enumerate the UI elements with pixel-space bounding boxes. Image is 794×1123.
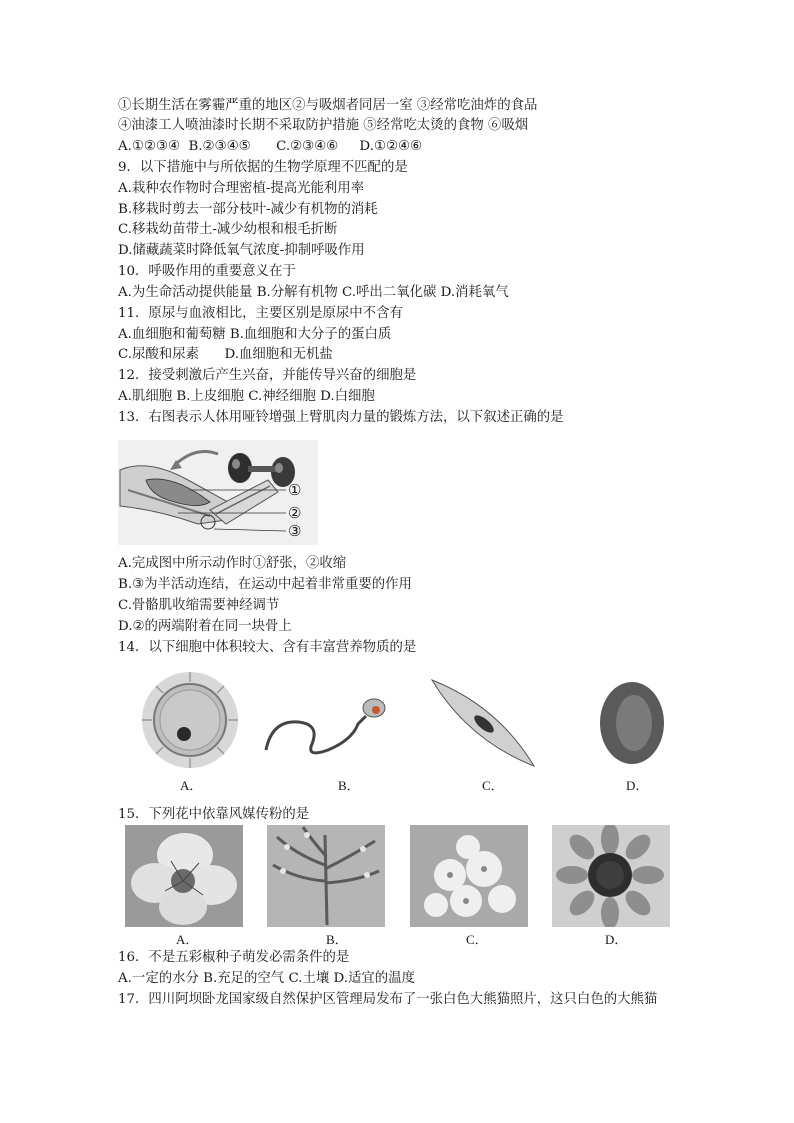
- q13-option-c: C.骨骼肌收缩需要神经调节: [118, 598, 280, 613]
- muscle-cell-image: [428, 676, 538, 768]
- q14-caption-c: C．: [482, 778, 504, 793]
- rape-flower-photo: [410, 825, 528, 927]
- q9-option-d: D.储藏蔬菜时降低氧气浓度-抑制呼吸作用: [118, 243, 365, 258]
- question-9: 9．以下措施中与所依据的生物学原理不匹配的是: [118, 160, 408, 175]
- q8-options: A.①②③④ B.②③④⑤ C.②③④⑥ D.①②④⑥: [118, 139, 422, 154]
- peach-flower-photo: [125, 825, 243, 927]
- question-17: 17．四川阿坝卧龙国家级自然保护区管理局发布了一张白色大熊猫照片，这只白色的大熊猫: [118, 992, 658, 1007]
- corn-tassel-photo: [267, 825, 385, 927]
- question-14: 14．以下细胞中体积较大、含有丰富营养物质的是: [118, 640, 417, 655]
- q16-options: A.一定的水分 B.充足的空气 C.土壤 D.适宜的温度: [118, 971, 415, 986]
- q15-caption-a: A．: [176, 932, 199, 947]
- q15-caption-c: C．: [466, 932, 488, 947]
- q15-caption-b: B．: [326, 932, 348, 947]
- question-16: 16．不是五彩椒种子萌发必需条件的是: [118, 950, 350, 965]
- question-10: 10．呼吸作用的重要意义在于: [118, 264, 296, 279]
- label-1: ①: [288, 483, 302, 499]
- text-line: ④油漆工人喷油漆时长期不采取防护措施 ⑤经常吃太烫的食物 ⑥吸烟: [118, 118, 529, 133]
- sunflower-photo: [552, 825, 670, 927]
- question-11: 11．原尿与血液相比，主要区别是原尿中不含有: [118, 306, 403, 321]
- question-15: 15．下列花中依靠风媒传粉的是: [118, 807, 310, 822]
- q9-option-a: A.栽种农作物时合理密植-提高光能利用率: [118, 181, 365, 196]
- q13-option-a: A.完成图中所示动作时①舒张，②收缩: [118, 556, 347, 571]
- q14-caption-d: D．: [626, 778, 649, 793]
- question-13: 13．右图表示人体用哑铃增强上臂肌肉力量的锻炼方法，以下叙述正确的是: [118, 410, 564, 425]
- question-12: 12．接受刺激后产生兴奋，并能传导兴奋的细胞是: [118, 368, 417, 383]
- red-blood-cell-image: [596, 680, 668, 766]
- q13-option-d: D.②的两端附着在同一块骨上: [118, 619, 292, 634]
- egg-cell-image: [140, 670, 240, 770]
- q9-option-c: C.移栽幼苗带土-减少幼根和根毛折断: [118, 222, 338, 237]
- q13-option-b: B.③为半活动连结，在运动中起着非常重要的作用: [118, 577, 412, 592]
- q11-options-ab: A.血细胞和葡萄糖 B.血细胞和大分子的蛋白质: [118, 327, 392, 342]
- q9-option-b: B.移栽时剪去一部分枝叶-减少有机物的消耗: [118, 202, 378, 217]
- q12-options: A.肌细胞 B.上皮细胞 C.神经细胞 D.白细胞: [118, 389, 375, 404]
- q10-options: A.为生命活动提供能量 B.分解有机物 C.呼出二氧化碳 D.消耗氧气: [118, 285, 509, 300]
- q15-caption-d: D．: [605, 932, 628, 947]
- label-2: ②: [288, 506, 302, 522]
- label-3: ③: [288, 524, 302, 540]
- q14-caption-b: B．: [338, 778, 360, 793]
- text-line: ①长期生活在雾霾严重的地区②与吸烟者同居一室 ③经常吃油炸的食品: [118, 98, 538, 113]
- q14-caption-a: A．: [180, 778, 203, 793]
- sperm-cell-image: [262, 680, 392, 760]
- q11-options-cd: C.尿酸和尿素 D.血细胞和无机盐: [118, 347, 333, 362]
